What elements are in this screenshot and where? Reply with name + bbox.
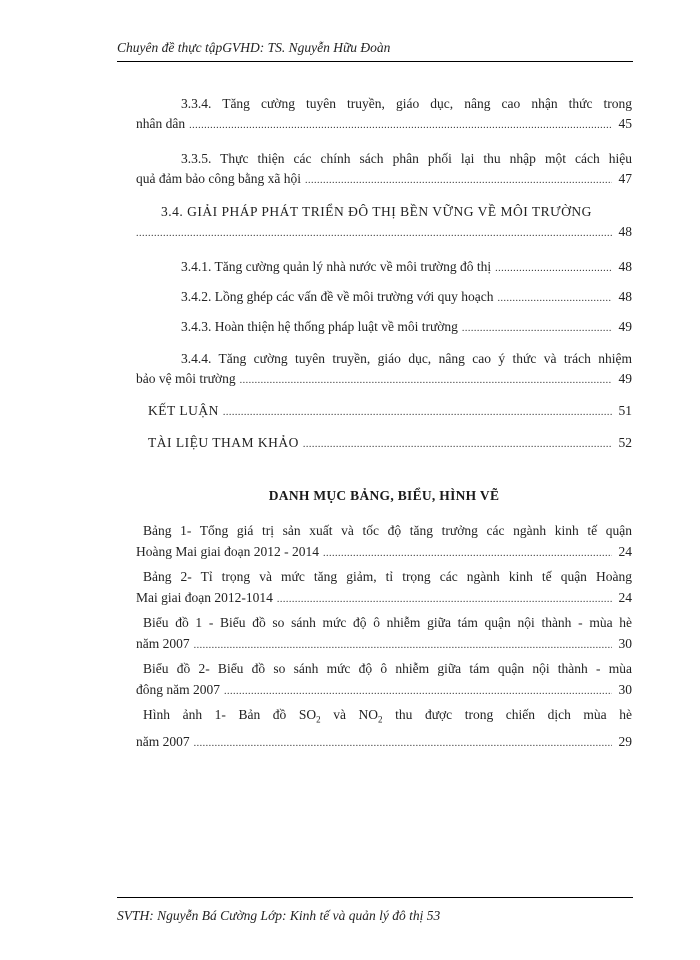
toc-entry-text: 3.4. GIẢI PHÁP PHÁT TRIỂN ĐÔ THỊ BỀN VỮNG VỀ MÔI TRƯỜNG xyxy=(161,204,592,219)
leader-dots xyxy=(277,589,612,610)
leader-dots xyxy=(498,289,612,309)
figure-text-part: và NO xyxy=(320,707,379,722)
toc-entry-text: 3.3.5. Thực thiện các chính sách phân phối lại thu nhập một cách hiệu xyxy=(181,151,632,166)
toc-entry-text: 3.4.2. Lồng ghép các vấn đề về môi trường với quy hoạch xyxy=(181,289,494,304)
figure-page-number: 30 xyxy=(618,682,632,697)
toc-entry-text: 3.4.1. Tăng cường quản lý nhà nước về môi trường đô thị xyxy=(181,259,492,274)
toc-entry[interactable] xyxy=(136,257,632,279)
toc-entry-cont[interactable] xyxy=(136,222,632,244)
leader-dots xyxy=(223,403,612,423)
toc-page-number: 49 xyxy=(618,371,632,386)
toc-page-number: 48 xyxy=(618,259,632,274)
toc-entry[interactable] xyxy=(136,349,632,369)
figure-text-part: Hình ảnh 1- Bản đồ SO xyxy=(143,707,317,722)
table-of-contents xyxy=(136,94,632,455)
toc-entry-text: 3.4.4. Tăng cường tuyên truyền, giáo dục, nâng cao ý thức và trách nhiệm xyxy=(181,351,632,366)
figure-text-part: thu được trong chiến dịch mùa hè xyxy=(382,707,632,722)
leader-dots xyxy=(305,171,612,191)
leader-dots xyxy=(194,635,612,656)
figure-entry-text: Biểu đồ 2- Biểu đồ so sánh mức độ ô nhiễm giữa tám quận nội thành - mùa xyxy=(143,661,632,676)
toc-page-number: 47 xyxy=(618,171,632,186)
toc-page-number: 48 xyxy=(618,289,632,304)
toc-entry-text: KẾT LUẬN xyxy=(148,403,219,418)
leader-dots xyxy=(323,543,612,564)
toc-entry-text: bảo vệ môi trường xyxy=(136,371,236,386)
figure-entry-text: Bảng 2- Tỉ trọng và mức tăng giảm, tỉ trọng các ngành kinh tế quận Hoàng xyxy=(143,569,632,584)
leader-dots xyxy=(194,733,612,754)
toc-entry-text: nhân dân xyxy=(136,116,186,131)
figure-page-number: 29 xyxy=(618,733,632,749)
subscript: 2 xyxy=(316,714,321,725)
toc-entry[interactable] xyxy=(136,433,632,455)
toc-entry-text: TÀI LIỆU THAM KHẢO xyxy=(148,435,299,450)
figure-entry[interactable] xyxy=(136,520,632,564)
toc-entry[interactable] xyxy=(136,287,632,309)
toc-entry[interactable] xyxy=(136,149,632,169)
footer-rule xyxy=(117,897,633,898)
leader-dots xyxy=(136,224,612,244)
list-of-figures xyxy=(136,520,632,756)
subscript: 2 xyxy=(378,714,383,725)
figure-entry-text: Bảng 1- Tổng giá trị sản xuất và tốc độ tăng trưởng các ngành kinh tế quận xyxy=(143,523,632,538)
figure-entry-text: Biểu đồ 1 - Biểu đồ so sánh mức độ ô nhiễm giữa tám quận nội thành - mùa hè xyxy=(143,615,632,630)
figure-entry-text: năm 2007 xyxy=(136,636,190,651)
figure-page-number: 30 xyxy=(618,636,632,651)
leader-dots xyxy=(240,371,612,391)
toc-entry-text: quả đảm bảo công bằng xã hội xyxy=(136,171,301,186)
figure-page-number: 24 xyxy=(618,544,632,559)
leader-dots xyxy=(303,435,612,455)
leader-dots xyxy=(495,259,612,279)
leader-dots xyxy=(462,319,612,339)
toc-page-number: 49 xyxy=(618,319,632,334)
figure-entry[interactable] xyxy=(136,704,632,754)
figure-entry[interactable] xyxy=(136,612,632,656)
figure-entry-text xyxy=(136,704,632,731)
leader-dots xyxy=(189,116,612,136)
toc-section-heading[interactable] xyxy=(136,202,632,222)
header-rule xyxy=(117,61,633,62)
toc-entry-cont[interactable] xyxy=(136,114,632,136)
toc-entry[interactable] xyxy=(136,317,632,339)
toc-entry[interactable] xyxy=(136,94,632,114)
figure-entry-text: Hoàng Mai giai đoạn 2012 - 2014 xyxy=(136,544,319,559)
page-header: Chuyên đề thực tậpGVHD: TS. Nguyễn Hữu Đoàn xyxy=(117,40,391,55)
toc-page-number: 48 xyxy=(618,224,632,239)
toc-entry-cont[interactable] xyxy=(136,169,632,191)
figure-entry-text: đông năm 2007 xyxy=(136,682,220,697)
leader-dots xyxy=(224,681,612,702)
toc-entry-cont[interactable] xyxy=(136,369,632,391)
toc-entry-text: 3.3.4. Tăng cường tuyên truyền, giáo dục, nâng cao nhận thức trong xyxy=(181,96,632,111)
figure-page-number: 24 xyxy=(618,590,632,605)
page-footer: SVTH: Nguyễn Bá Cường Lớp: Kinh tế và quản lý đô thị 53 xyxy=(117,908,441,923)
figure-entry-text: Mai giai đoạn 2012-1014 xyxy=(136,590,273,605)
toc-entry-text: 3.4.3. Hoàn thiện hệ thống pháp luật về môi trường xyxy=(181,319,458,334)
figure-entry[interactable] xyxy=(136,658,632,702)
toc-page-number: 52 xyxy=(618,435,632,450)
figure-entry-text: năm 2007 xyxy=(136,733,190,749)
figure-entry[interactable] xyxy=(136,566,632,610)
toc-page-number: 51 xyxy=(618,403,632,418)
list-of-figures-title: DANH MỤC BẢNG, BIỂU, HÌNH VẼ xyxy=(268,488,500,503)
toc-entry[interactable] xyxy=(136,401,632,423)
toc-page-number: 45 xyxy=(618,116,632,131)
